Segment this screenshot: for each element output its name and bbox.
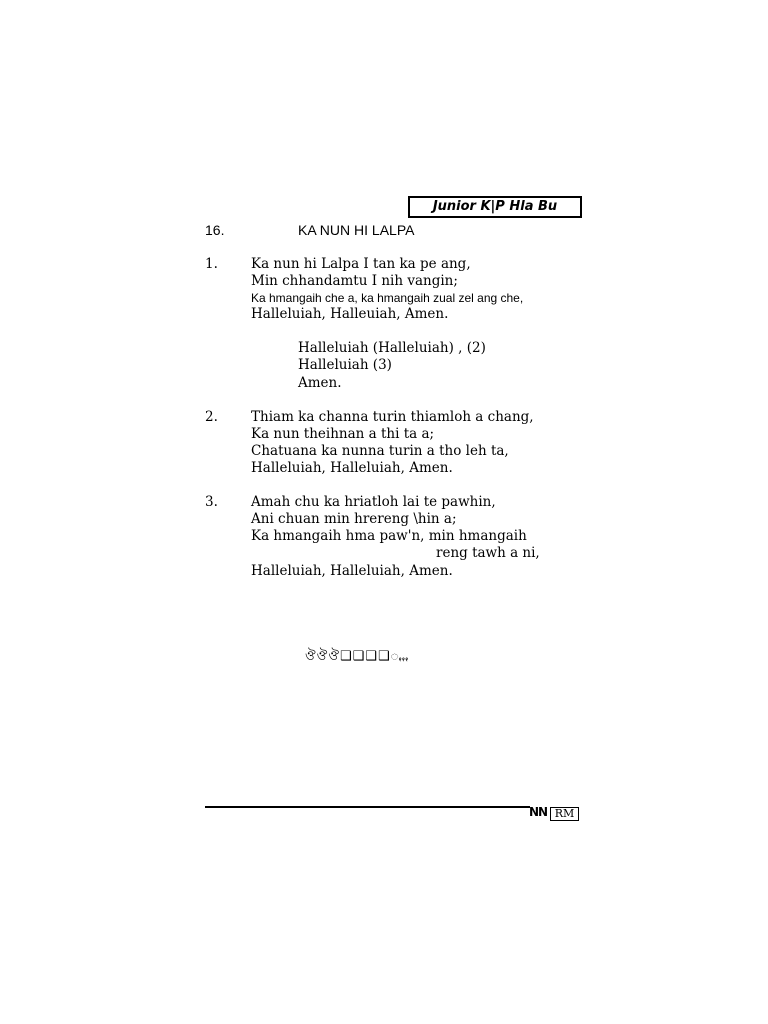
- chorus-line: Halleluiah (Halleluiah) , (2): [298, 340, 486, 356]
- footer-rule: [205, 806, 530, 808]
- verse-line: Ani chuan min hrereng \hin a;: [251, 511, 457, 527]
- verse-line: Ka nun hi Lalpa I tan ka pe ang,: [251, 256, 471, 272]
- song-number: 16.: [205, 222, 225, 238]
- verse-line: Halleluiah, Halleluiah, Amen.: [251, 563, 453, 579]
- song-title: KA NUN HI LALPA: [298, 222, 415, 238]
- verse-number: 3.: [205, 494, 218, 510]
- verse-line: Amah chu ka hriatloh lai te pawhin,: [251, 494, 496, 510]
- verse-number: 2.: [205, 409, 218, 425]
- verse-line: Halleluiah, Halleluiah, Amen.: [251, 460, 453, 476]
- verse-line: Min chhandamtu I nih vangin;: [251, 273, 458, 289]
- chorus-line: Halleluiah (3): [298, 357, 392, 373]
- chorus-line: Amen.: [298, 375, 342, 391]
- verse-line: reng tawh a ni,: [436, 545, 540, 561]
- verse-line: Halleluiah, Halleuiah, Amen.: [251, 306, 449, 322]
- verse-number: 1.: [205, 256, 218, 272]
- verse-line: Ka hmangaih che a, ka hmangaih zual zel ang che,: [251, 291, 524, 305]
- verse-line: Ka nun theihnan a thi ta a;: [251, 426, 435, 442]
- verse-line: Ka hmangaih hma paw'n, min hmangaih: [251, 528, 527, 544]
- verse-line: Thiam ka channa turin thiamloh a chang,: [251, 409, 534, 425]
- publisher-logo: NN: [529, 805, 548, 819]
- verse-line: Chatuana ka nunna turin a tho leh ta,: [251, 443, 509, 459]
- book-title-box: Junior K|P Hla Bu: [408, 196, 582, 218]
- footer-label-box: RM: [550, 807, 579, 821]
- ornament-divider: ঔঔঔ❑❑❑❑ꩻꩻꩻ: [305, 649, 410, 664]
